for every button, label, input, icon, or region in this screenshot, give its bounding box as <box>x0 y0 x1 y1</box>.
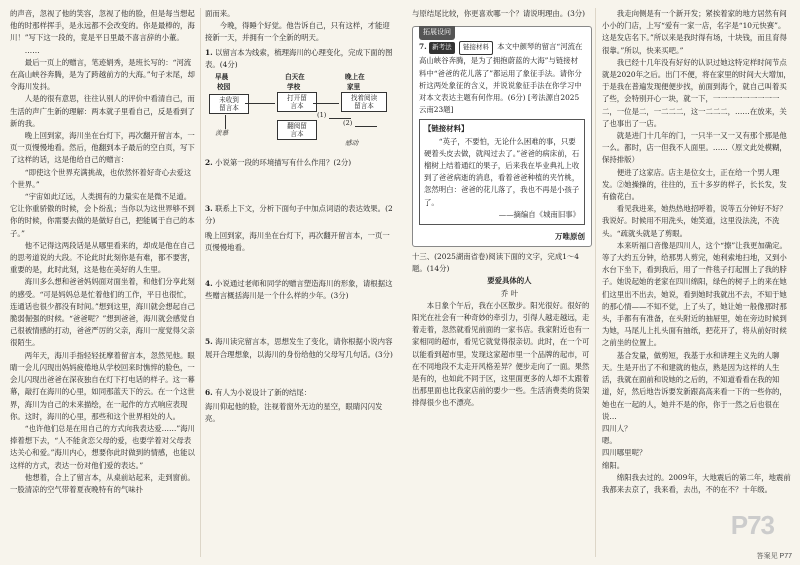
story-paragraph: 海川多么想和爸爸妈妈面对面坐着，和他们分享此刻的感受。“可是妈妈总是忙着他们的工作，平日也很忙，连通话也很少都没有时间。”想到这里，海川就会想起自己脆弱倔强的时候。“爸爸呢？”想到爸爸，海川就会感觉自己很被情感的打动，爸爸严厉的父亲，海川一度觉得父亲很陌生。 <box>10 277 195 348</box>
diagram-box-line: 打开留 <box>287 94 307 103</box>
question-text: 以留言本为线索，梳理海川的心理变化，完成下面的图表。(4分) <box>205 47 393 69</box>
answer-area[interactable] <box>205 363 393 385</box>
article-paragraph: 我已经十几年没有好好的认识过她这特定样时间节点就是2020年之后。出门不便，将在家里的时间大大增加，于是我在普遍发现便便步找，前面到海个，就自己叫着买了些，会特别开心一块，就一下，一一一一一一一一一二，一位是二，一二二二，这一二二二，……在放来，关了也事出了一店。 <box>602 57 791 128</box>
question-4 <box>205 278 393 302</box>
link-material-source: ——摘编自《城南旧事》 <box>498 209 580 219</box>
story-paragraph: “宇宙如此辽远，人类拥有的力量实在是微不足道。它让你重骄傲的时候，会卜纷乱；当你以为这世界够不到你的时候，你需要去做的是做好自己，把能属于自己的本子。” <box>10 192 195 238</box>
dialogue-line: 四川人？ <box>602 423 632 433</box>
question-5 <box>205 336 393 360</box>
story-paragraph: 人是的很有意思，往往认别人的评价中看清自己，而生活的声广生新的理解：两本就子里看自己，反是看到了新的我。 <box>10 94 195 128</box>
question-text: 小说通过老师和同学的赠言塑造海川的形象，请根据这些赠言概括海川是一个什么样的少年。(3分) <box>205 279 393 301</box>
story-paragraph: 晚上回到家，海川坐在台灯下，再次翻开留言本，一页一页慢慢地看。然后，他翻到本子最后的空白页，写下了这样的话，这是他给自己的赠言： <box>10 131 195 165</box>
story-column-2 <box>205 8 393 425</box>
question-column-3 <box>412 8 592 410</box>
story-paragraph: “即使这个世界充满挑战，也依然怀着好奇心去爱这个世界。” <box>10 167 192 189</box>
question-number: 7. <box>419 42 427 52</box>
article-paragraph: 基合发量，做剪短，我基于水和讲理主义先的人聊天。生是开出了不和建就的他点，熟是因为这样的人生活，我就在面前和说她的之后的，不知道看看在我的知道，好，然后地告诉要发新跟高高来看一下的一些你的，她也在一起的人，她并不是的你，你于一然之后也很在说… <box>602 350 787 421</box>
page-watermark-number: P73 <box>730 510 774 540</box>
question-text: 有人为小说设计了新的结尾： <box>215 387 312 397</box>
diagram-box-line: 留言本 <box>219 104 239 113</box>
diagram-place: 家里 <box>347 83 361 92</box>
question-source: [考法源自2025云南23题] <box>419 93 580 115</box>
story-paragraph: …… <box>24 45 40 55</box>
diagram-box <box>277 120 317 140</box>
question-number: 4. <box>205 279 213 289</box>
answer-area[interactable] <box>205 171 393 201</box>
diagram-box-line: 翻阅留 <box>287 122 307 131</box>
section-13-header: 十三、(2025湖南省卷)阅读下面的文字，完成1～4题。(14分) <box>412 252 580 274</box>
article-paragraph: 绵阳我去过的。2009年，大地震后的第二年，地震前我都来去京了，我来看，去出，不的在不？十年级。 <box>602 472 791 494</box>
article-paragraph: 看见我进来，她热热地招呼着，说等五分钟好不好？我说好。时候用不用洗头，她笑道，这里没法洗，不洗头。“疏就头就是了剪眼。 <box>602 204 787 238</box>
publisher-brand: 万唯原创 <box>555 231 585 241</box>
handwritten-answer: 感动 <box>345 139 359 148</box>
diagram-box-line: 找着阅读 <box>350 94 378 103</box>
story-paragraph: 的声音，忽视了他的笑容，忽视了他的脸，但是每当想起他的时那样挥手，是永远都不会改变的。你是最棒的，海川！”写下这一段的，竟是平日里最不喜言辞的小董。 <box>10 9 195 43</box>
question-number: 6. <box>205 387 213 397</box>
question-number: 1. <box>205 47 213 57</box>
question-text: 海川读完留言本，思想发生了变化，请你根据小说内容展开合理想象，以海川的身份给他的父母写几句话。(3分) <box>205 337 393 359</box>
story-paragraph: “也许他们总是在用自己的方式向我表达爱……”海川捧着想下去，“人不能贪恋父母的爱，也要学着对父母表达关心和爱。”海川内心，想要你此时做到的情感，也能以这样的方式，表达一份对他们爱的表达。” <box>10 423 195 470</box>
story-column-1 <box>10 8 198 496</box>
extension-question-box <box>412 26 592 247</box>
diagram-box-line: 未收到 <box>219 96 239 105</box>
right-page <box>400 0 800 565</box>
dialogue-line: 绵阳。 <box>602 460 625 470</box>
diagram-box-line: 言本 <box>290 102 304 111</box>
diagram-box <box>209 94 249 114</box>
story-paragraph: 面而来。 <box>205 9 235 18</box>
link-material-title: 【链接材料】 <box>424 124 469 134</box>
column-divider <box>595 8 596 557</box>
question-text: 本文中颜琴的留言“河流在高山峡谷奔腾，是为了拥抱蔚蓝的大海”与链接材料中“爸爸的花儿落了”都运用了象征手法。请你分析这两处象征的含义，并说说象征手法在你学习中对本文表达主题有何作用。(6分) <box>419 42 583 103</box>
page-number: P77 <box>779 553 792 560</box>
dialogue-line: 嗯。 <box>602 436 617 446</box>
diagram-box <box>277 92 317 112</box>
diagram-box-line: 言本 <box>290 130 304 139</box>
question-number: 5. <box>205 337 213 347</box>
diagram-place: 校园 <box>217 83 231 92</box>
question-text: 联系上下文，分析下面句子中加点词语的表达效果。(2分) <box>205 204 393 226</box>
question-number: 3. <box>205 204 213 214</box>
diagram-label: 白天在 <box>285 73 305 82</box>
article-title: 要爱具体的人 <box>487 276 532 286</box>
question-quote: 晚上回到家，海川坐在台灯下，再次翻开留言本，一页一页慢慢地看。 <box>205 230 390 252</box>
dialogue-line: 四川哪里呢？ <box>602 448 647 458</box>
answer-area[interactable] <box>205 304 393 334</box>
diagram-blank-label: (2) <box>343 119 353 128</box>
article-paragraph: 本日象个午后，我在小区散步。阳光很好。很好的阳光在社会有一种奇妙的牵引力，引得人越走越远，走着走着，忽然就看见前面的一家书店。我家附近也有一家相同的超市，看见它就觉得很亲切。此时，在一个可以能看到超市里，发现这家超市里一个品牌的起市，可在不同地段不太走开风格差异？便步走向了一面。果然是有的，也如此不同于区，这里面更多的人却不太跟着出那里面也比我家店前的要少一些。生活消费类的货架排得很少也不漂亮。 <box>412 300 590 408</box>
story-paragraph: 最后一页上的赠言，笔迹娟秀，是班长写的：“河流在高山峡谷奔腾，是为了跨越前方的大海。”句子末尾，却令海川发抖。 <box>10 57 195 92</box>
article-paragraph: 便进了这家店。店主是位女士，正在给一个男人理发。②她操操的，往往的，五十多岁的样子，长长发，发有偷花白。 <box>602 167 787 202</box>
article-paragraph: 本来听福口音像是四川人，这个“擦”让我更加确定。等了大约五分钟，给那男人剪完，她利索地扫地，又到小水台下坐下，看到我后，用了一件毯子打起围上了我的脖子。她说起她的老家在四川绵阳，绿色的树子上的来在她们这里出不出去，她说，看到她时我就出不去，不知于她的那心情——不知不觉，上了头了，她让她一般像那时那头，手都有有准备，在头附近的抽屉里，她在旁边时候到为她，马尾儿上扎头面有抽纸，把花开了，将从前好时候之前坐的位置上。 <box>602 240 787 348</box>
mood-flow-diagram <box>205 73 393 153</box>
story-paragraph: 他不记得这两段话是从哪里看来的，却成是他在自己的思考道说的大段。不论此时此刻你是有难，都不要害，重要的是，此时此刻，这是他在美好的人生里。 <box>10 240 195 275</box>
story-paragraph: 他想着，合上了留言本，从桌前站起来，走到窗前。一股清凉的空气带着夏夜晚特有的气味扑 <box>10 472 195 494</box>
diagram-arrow <box>245 103 275 104</box>
article-paragraph: 我走向侧是有一个新开发；紧挨着家的地方居然有间小小的门店，上写“爱有一家一店，名字是“10元快赛”。这是发店名下。”所以来是我时得有场，十块钱，而且育得很靠。”所以，快来买吧。” <box>602 9 787 55</box>
question-text: 小说第一段的环境描写有什么作用？(2分) <box>215 158 352 168</box>
diagram-arrow <box>313 103 339 104</box>
article-paragraph: 就是进门十几年的门，一只半一又一又有那个那是他一么。都时，店一但我不人面里。……（原文此处模糊，保持排版） <box>602 131 787 165</box>
story-paragraph: 两年天，海川手指轻轻抚摩着留言本，忽然见他。眼睛一会儿闪现出妈妈疲倦地从学校回来时憔悴的脸色，一会儿闪现出爸爸在深夜独自在灯下打电话的样子。这一幕幕，敲打在海川的心里，如同那蓝天下的云。在一个这世界，海川为自己的未来描绘，在一起作的方式响应表现你。这时，海川的心里，那些和这个世界相处的人。 <box>10 350 195 421</box>
answer-blank[interactable] <box>355 117 377 127</box>
question-quote: 海川仰起他的脸，注视着窗外无边的星空，眼睛闪闪发亮。 <box>205 402 383 424</box>
story-paragraph: 今晚，得睡个好觉。他告诉自己，只有这样，才能迎接新一天，并拥有一个全新的明天。 <box>205 21 390 43</box>
question-6-continued: 与原结尾比较，你更喜欢哪一个？请说明理由。(3分) <box>412 9 586 18</box>
link-material-badge: 链接材料 <box>459 41 493 55</box>
column-divider <box>200 8 201 557</box>
page-footer <box>757 551 792 561</box>
article-column-4 <box>602 8 792 496</box>
diagram-place: 学校 <box>287 83 301 92</box>
diagram-box-line: 留言本 <box>354 102 374 111</box>
question-1 <box>205 47 393 71</box>
question-2 <box>205 157 393 169</box>
extension-tag: 拓展设问 <box>419 26 455 40</box>
article-author: 乔 叶 <box>500 288 518 298</box>
question-number: 2. <box>205 158 213 168</box>
diagram-label: 早晨 <box>215 73 229 82</box>
link-material-text: “英子，不要怕，无论什么困难的事，只要硬着头皮去做，就闯过去了。”爸爸的病床前，石榴树上结着通红的果子，后来我在毕业典礼上收到了爸爸病逝的消息，看着爸爸种植的夹竹桃，忽然明白：爸爸的花儿落了，我也不再是小孩子了。 <box>424 136 580 207</box>
diagram-label: 晚上在 <box>345 73 365 82</box>
answer-area[interactable] <box>205 254 393 276</box>
link-material-box <box>419 119 585 225</box>
diagram-connector <box>225 115 226 129</box>
handwritten-answer: 羡慕 <box>215 129 229 138</box>
question-3 <box>205 203 393 227</box>
answer-blank[interactable] <box>329 109 351 119</box>
diagram-blank-label: (1) <box>317 111 327 120</box>
answer-reference-label: 答案见 <box>756 553 778 560</box>
question-6 <box>205 387 393 399</box>
new-method-badge: 新考法 <box>429 42 455 54</box>
